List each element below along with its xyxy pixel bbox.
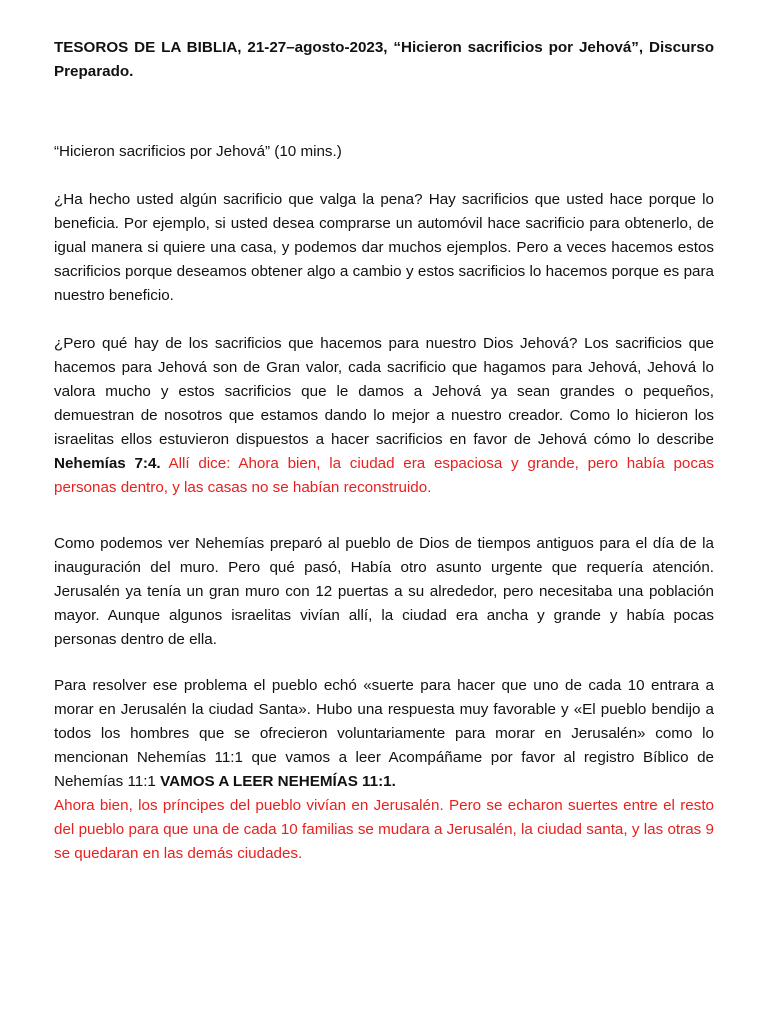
- paragraph-text: ¿Pero qué hay de los sacrificios que hacemos para nuestro Dios Jehová? Los sacrificios que hacemos para Jehová son de Gran valor, cada sacrificio que hagamos para Jehová, Jehová lo valora mucho y estos sacrificios que le damos a Jehová ya sean grandes o pequeños, demuestran de nosotros que estamos dando lo mejor a nuestro creador. Como lo hicieron los israelitas ellos estuvieron dispuestos a hacer sacrificios en favor de Jehová cómo lo describe: [54, 335, 714, 448]
- paragraph-text: Para resolver ese problema el pueblo echó «suerte para hacer que uno de cada 10 entrara a morar en Jerusalén la ciudad Santa». Hubo una respuesta muy favorable y «El pueblo bendijo a todos los hombres que se ofrecieron voluntariamente para morar en Jerusalén» como lo mencionan Nehemías 11:1 que vamos a leer Acompáñame por favor al registro Bíblico de Nehemías 11:1: [54, 677, 714, 790]
- paragraph-sacrifices: [54, 332, 714, 500]
- scripture-reference: VAMOS A LEER NEHEMÍAS 11:1.: [160, 773, 396, 790]
- scripture-quote: Allí dice: Ahora bien, la ciudad era espaciosa y grande, pero había pocas personas dentro, y las casas no se habían reconstruido.: [54, 455, 714, 496]
- paragraph-resolution: [54, 674, 714, 794]
- scripture-reference: Nehemías 7:4.: [54, 455, 161, 472]
- talk-subtitle: “Hicieron sacrificios por Jehová” (10 mins.): [54, 143, 342, 160]
- scripture-quote: Ahora bien, los príncipes del pueblo vivían en Jerusalén. Pero se echaron suertes entre el resto del pueblo para que una de cada 10 familias se mudara a Jerusalén, la ciudad santa, y las otras 9 se quedaran en las demás ciudades.: [54, 797, 714, 862]
- document-title: TESOROS DE LA BIBLIA, 21-27–agosto-2023, “Hicieron sacrificios por Jehová”, Discurso Preparado.: [54, 39, 714, 80]
- paragraph-intro: ¿Ha hecho usted algún sacrificio que valga la pena? Hay sacrificios que usted hace porque lo beneficia. Por ejemplo, si usted desea comprarse un automóvil hace sacrificio para obtenerlo, de igual manera si quiere una casa, y podemos dar muchos ejemplos. Pero a veces hacemos estos sacrificios porque deseamos obtener algo a cambio y estos sacrificios lo hacemos porque es para nuestro beneficio.: [54, 191, 714, 304]
- paragraph-nehemiah: Como podemos ver Nehemías preparó al pueblo de Dios de tiempos antiguos para el día de la inauguración del muro. Pero qué pasó, Había otro asunto urgente que requería atención. Jerusalén ya tenía un gran muro con 12 puertas a su alrededor, pero necesitaba una población mayor. Aunque algunos israelitas vivían allí, la ciudad era ancha y grande y había pocas personas dentro de ella.: [54, 535, 714, 648]
